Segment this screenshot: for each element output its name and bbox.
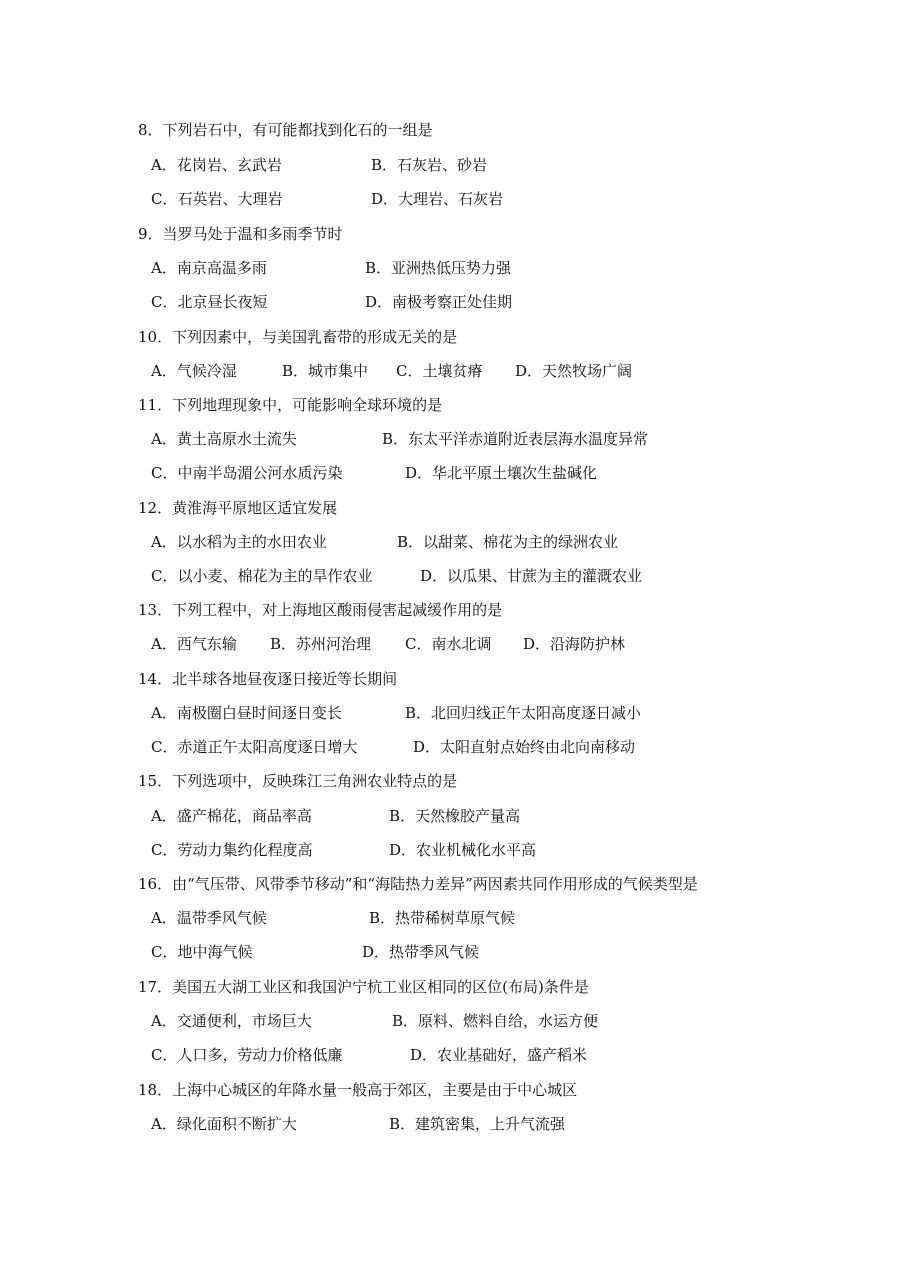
question-13-option-b: B．苏州河治理 (270, 635, 372, 653)
question-17-option-b: B．原料、燃料自给，水运方便 (392, 1012, 599, 1030)
question-9-option-c: C．北京昼长夜短 (151, 293, 268, 311)
question-14-option-b: B．北回归线正午太阳高度逐日减小 (405, 704, 642, 722)
question-15-option-d: D．农业机械化水平高 (389, 841, 537, 859)
question-9-option-b: B．亚洲热低压势力强 (365, 259, 512, 277)
question-13-option-a: A．西气东输 (151, 635, 237, 653)
question-17-option-c: C．人口多，劳动力价格低廉 (151, 1046, 343, 1064)
question-16-option-b: B．热带稀树草原气候 (369, 909, 516, 927)
question-17-option-a: A．交通便利，市场巨大 (151, 1012, 312, 1030)
question-11-option-a: A．黄土高原水土流失 (151, 430, 297, 448)
question-15-stem: 15．下列选项中，反映珠江三角洲农业特点的是 (138, 772, 458, 790)
question-12-option-c: C．以小麦、棉花为主的旱作农业 (151, 567, 373, 585)
question-14-option-a: A．南极圈白昼时间逐日变长 (151, 704, 342, 722)
question-14-option-d: D．太阳直射点始终由北向南移动 (413, 738, 636, 756)
question-10-stem: 10．下列因素中，与美国乳畜带的形成无关的是 (138, 328, 458, 346)
question-10-option-b: B．城市集中 (282, 362, 369, 380)
question-10-option-c: C．土壤贫瘠 (396, 362, 483, 380)
question-16-option-c: C．地中海气候 (151, 943, 253, 961)
question-8-option-b: B．石灰岩、砂岩 (371, 156, 488, 174)
question-18-stem: 18．上海中心城区的年降水量一般高于郊区，主要是由于中心城区 (138, 1081, 578, 1099)
question-9-option-a: A．南京高温多雨 (151, 259, 267, 277)
question-15-option-b: B．天然橡胶产量高 (389, 807, 521, 825)
question-11-stem: 11．下列地理现象中，可能影响全球环境的是 (138, 396, 443, 414)
question-11-option-b: B．东太平洋赤道附近表层海水温度异常 (382, 430, 649, 448)
question-13-option-c: C．南水北调 (405, 635, 492, 653)
question-11-option-c: C．中南半岛湄公河水质污染 (151, 464, 343, 482)
question-17-stem: 17．美国五大湖工业区和我国沪宁杭工业区相同的区位(布局)条件是 (138, 978, 589, 996)
question-8-option-c: C．石英岩、大理岩 (151, 190, 283, 208)
question-12-stem: 12．黄淮海平原地区适宜发展 (138, 499, 338, 517)
question-14-stem: 14．北半球各地昼夜逐日接近等长期间 (138, 670, 398, 688)
question-10-option-d: D．天然牧场广阔 (515, 362, 633, 380)
question-12-option-a: A．以水稻为主的水田农业 (151, 533, 327, 551)
question-10-option-a: A．气候冷湿 (151, 362, 237, 380)
question-16-option-d: D．热带季风气候 (362, 943, 480, 961)
question-18-option-a: A．绿化面积不断扩大 (151, 1115, 297, 1133)
question-14-option-c: C．赤道正午太阳高度逐日增大 (151, 738, 358, 756)
question-13-stem: 13．下列工程中，对上海地区酸雨侵害起减缓作用的是 (138, 601, 503, 619)
question-8-option-a: A．花岗岩、玄武岩 (151, 156, 282, 174)
question-8-option-d: D．大理岩、石灰岩 (371, 190, 504, 208)
question-15-option-a: A．盛产棉花，商品率高 (151, 807, 312, 825)
question-17-option-d: D．农业基础好，盛产稻米 (410, 1046, 588, 1064)
question-16-stem: 16．由“气压带、风带季节移动”和“海陆热力差异”两因素共同作用形成的气候类型是 (138, 875, 698, 893)
question-9-option-d: D．南极考察正处佳期 (365, 293, 513, 311)
question-12-option-d: D．以瓜果、甘蔗为主的灌溉农业 (420, 567, 643, 585)
question-12-option-b: B．以甜菜、棉花为主的绿洲农业 (397, 533, 619, 551)
question-11-option-d: D．华北平原土壤次生盐碱化 (405, 464, 598, 482)
question-9-stem: 9．当罗马处于温和多雨季节时 (138, 225, 343, 243)
question-13-option-d: D．沿海防护林 (523, 635, 626, 653)
question-8-stem: 8．下列岩石中，有可能都找到化石的一组是 (138, 121, 433, 139)
question-15-option-c: C．劳动力集约化程度高 (151, 841, 313, 859)
question-18-option-b: B．建筑密集，上升气流强 (389, 1115, 566, 1133)
question-16-option-a: A．温带季风气候 (151, 909, 267, 927)
